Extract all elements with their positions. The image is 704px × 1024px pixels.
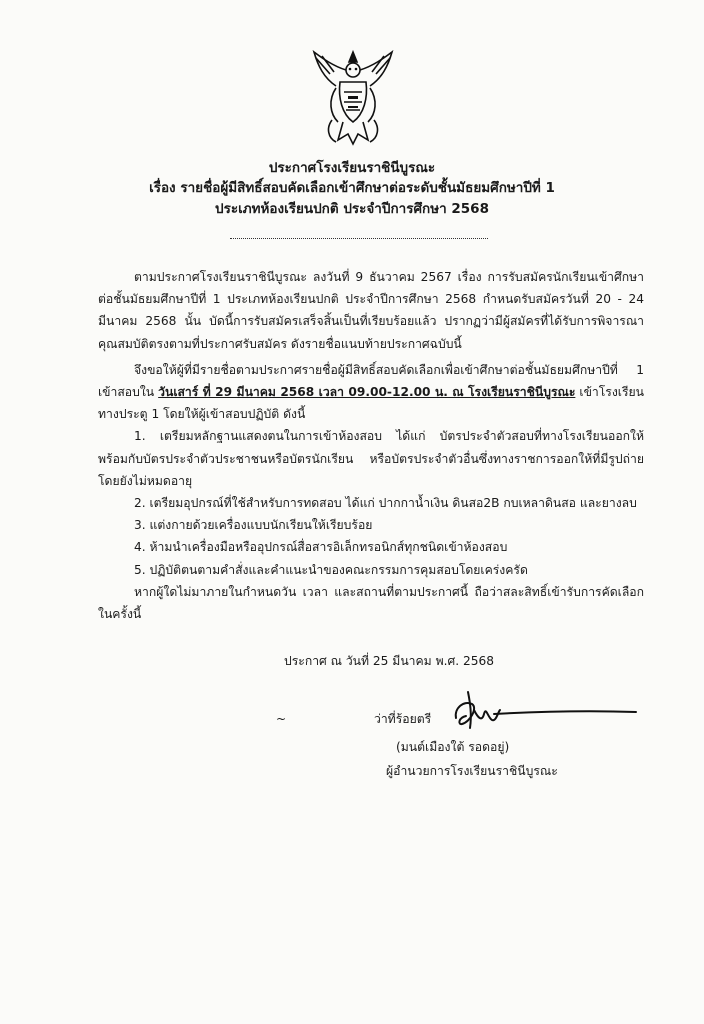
list-item: 5. ปฏิบัติตนตามคำสั่งและคำแนะนำของคณะกรรมการคุมสอบโดยเคร่งครัด bbox=[134, 562, 528, 577]
paragraph-2-intro: จึงขอให้ผู้ที่มีรายชื่อตามประกาศรายชื่อผู้มีสิทธิ์สอบคัดเลือกเพื่อเข้าศึกษาต่อชั้นมัธยมศึกษาปีที่ 1 เข้าสอบใน bbox=[98, 362, 644, 400]
paragraph-2 bbox=[98, 359, 644, 426]
handwritten-signature-icon bbox=[450, 688, 640, 738]
list-item: 4. ห้ามนำเครื่องมือหรืออุปกรณ์สื่อสารอิเล็กทรอนิกส์ทุกชนิดเข้าห้องสอบ bbox=[134, 540, 508, 555]
list-item: 3. แต่งกายด้วยเครื่องแบบนักเรียนให้เรียบร้อย bbox=[134, 518, 373, 533]
document-title bbox=[0, 158, 704, 220]
paragraph-3: หากผู้ใดไม่มาภายในกำหนดวัน เวลา และสถานที่ตามประกาศนี้ ถือว่าสละสิทธิ์เข้ารับการคัดเลือกในครั้งนี้ bbox=[98, 584, 644, 622]
title-line-1: ประกาศโรงเรียนราชินีบูรณะ bbox=[268, 160, 436, 176]
acting-rank-label: ว่าที่ร้อยตรี bbox=[374, 712, 432, 726]
tilde-mark: ~ bbox=[276, 712, 287, 726]
title-line-2: เรื่อง รายชื่อผู้มีสิทธิ์สอบคัดเลือกเข้าศึกษาต่อระดับชั้นมัธยมศึกษาปีที่ 1 bbox=[149, 180, 555, 196]
list-item: 1. เตรียมหลักฐานแสดงตนในการเข้าห้องสอบ ได้แก่ บัตรประจำตัวสอบที่ทางโรงเรียนออกให้ พร้อมกับบัตรประจำตัวประชาชนหรือบัตรนักเรียน หรือบัตรประจำตัวอื่นซึ่งทางราชการออกให้ที่มีรูปถ่ายโดยยังไม่หมดอายุ bbox=[98, 429, 644, 488]
document-body bbox=[98, 266, 644, 625]
title-line-3: ประเภทห้องเรียนปกติ ประจำปีการศึกษา 2568 bbox=[215, 201, 489, 217]
list-item: 2. เตรียมอุปกรณ์ที่ใช้สำหรับการทดสอบ ได้แก่ ปากกาน้ำเงิน ดินสอ2B กบเหลาดินสอ และยางลบ bbox=[134, 496, 637, 511]
announcement-date: ประกาศ ณ วันที่ 25 มีนาคม พ.ศ. 2568 bbox=[284, 654, 494, 668]
signer-name: (มนต์เมืองใต้ รอดอยู่) bbox=[396, 740, 510, 754]
garuda-emblem-icon bbox=[308, 48, 398, 148]
paragraph-1: ตามประกาศโรงเรียนราชินีบูรณะ ลงวันที่ 9 ธันวาคม 2567 เรื่อง การรับสมัครนักเรียนเข้าศึกษาต่อชั้นมัธยมศึกษาปีที่ 1 ประเภทห้องเรียนปกติ ประจำปีการศึกษา 2568 กำหนดรับสมัครวันที่ 20 - 24 มีนาคม 2568 นั้น บัดนี้การรับสมัครเสร็จสิ้นเป็นที่เรียบร้อยแล้ว ปรากฏว่ามีผู้สมัครที่ได้รับการพิจารณาคุณสมบัติตรงตามที่ประกาศรับสมัคร ดังรายชื่อแนบท้ายประกาศฉบับนี้ bbox=[98, 270, 644, 351]
dotted-divider bbox=[230, 238, 488, 239]
paragraph-2-rest: เข้าโรงเรียนทางประตู 1 โดยให้ผู้เข้าสอบปฏิบัติ ดังนี้ bbox=[98, 385, 644, 422]
signer-title: ผู้อำนวยการโรงเรียนราชินีบูรณะ bbox=[386, 764, 558, 778]
exam-date-highlight: วันเสาร์ ที่ 29 มีนาคม 2568 เวลา 09.00-12.00 น. ณ โรงเรียนราชินีบูรณะ bbox=[158, 385, 576, 400]
